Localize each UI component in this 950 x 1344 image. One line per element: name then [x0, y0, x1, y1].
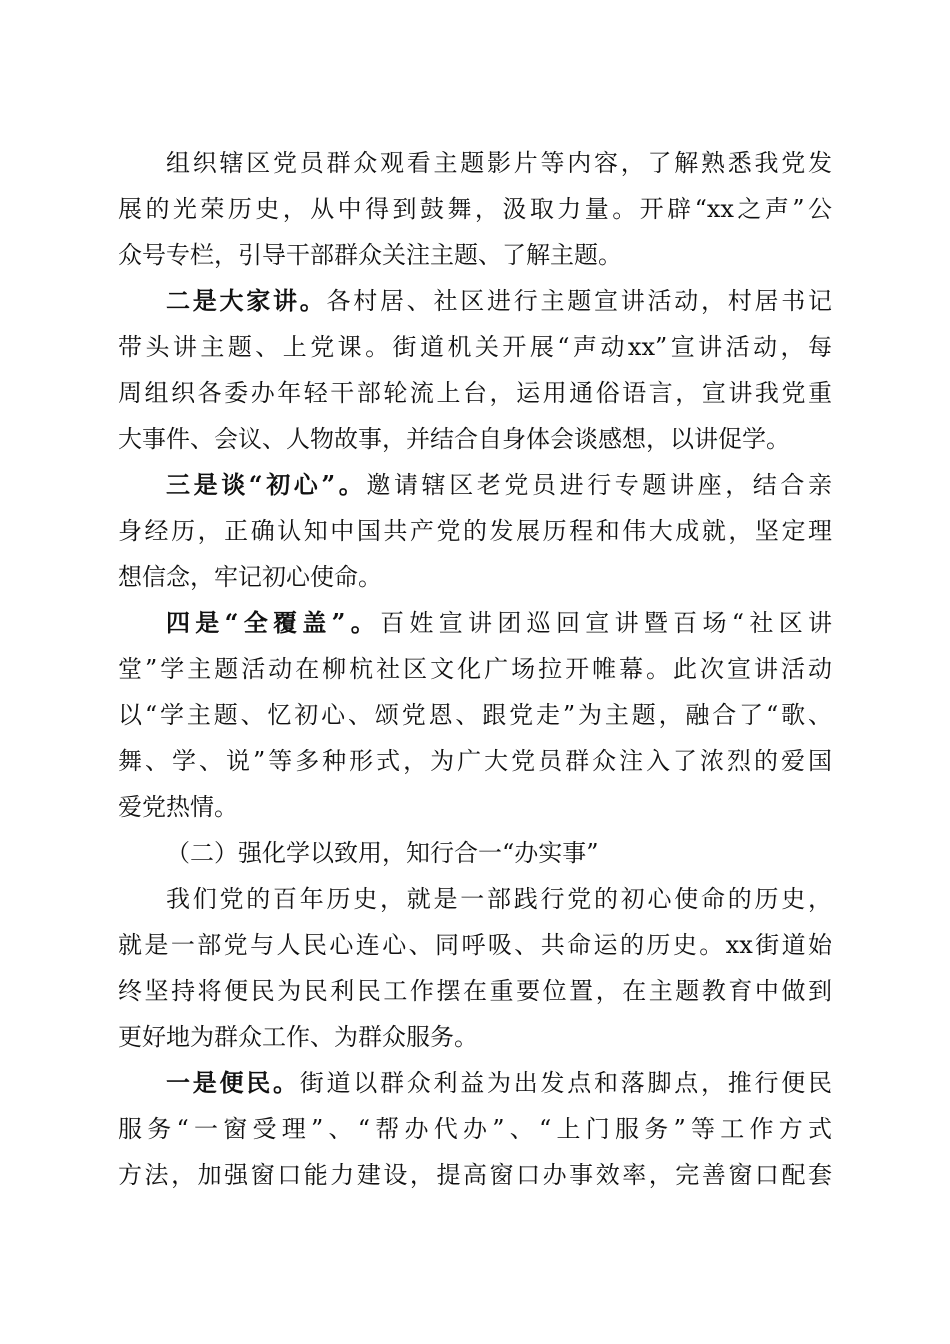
- text-line: 舞、学、说”等多种形式，为广大党员群众注入了浓烈的爱国: [118, 747, 832, 775]
- paragraph-4: [118, 600, 832, 830]
- text-line: [118, 278, 832, 324]
- text-line: 周组织各委办年轻干部轮流上台，运用通俗语言，宣讲我党重: [118, 379, 832, 407]
- document-body: [118, 140, 832, 1198]
- text-line: [118, 600, 832, 646]
- text-line: 展的光荣历史，从中得到鼓舞，汲取力量。开辟“xx之声”公: [118, 195, 832, 223]
- paragraph-2: [118, 278, 832, 462]
- paragraph-3: [118, 462, 832, 600]
- text-line: 带头讲主题、上党课。街道机关开展“声动xx”宣讲活动，每: [118, 333, 832, 361]
- text-line: 大事件、会议、人物故事，并结合自身体会谈感想，以讲促学。: [118, 425, 790, 453]
- text-line: 想信念，牢记初心使命。: [118, 563, 382, 591]
- text-line: [118, 1060, 832, 1106]
- paragraph-5: [118, 876, 832, 1060]
- text-line: [118, 462, 832, 508]
- text-line-rest: 邀请辖区老党员进行专题讲座，结合亲: [366, 471, 832, 499]
- text-line: 终坚持将便民为民利民工作摆在重要位置，在主题教育中做到: [118, 977, 832, 1005]
- text-line: 以“学主题、忆初心、颂党恩、跟党走”为主题，融合了“歌、: [118, 701, 832, 729]
- text-line-rest: 街道以群众利益为出发点和落脚点，推行便民: [299, 1069, 832, 1097]
- paragraph-1: [118, 140, 832, 278]
- paragraph-6: [118, 1060, 832, 1198]
- section-heading-text: （二）强化学以致用，知行合一“办实事”: [166, 839, 599, 867]
- text-line: 爱党热情。: [118, 793, 238, 821]
- text-line: 众号专栏，引导干部群众关注主题、了解主题。: [118, 241, 622, 269]
- text-line: 服务“一窗受理”、“帮办代办”、“上门服务”等工作方式: [118, 1115, 832, 1143]
- text-line-rest: 各村居、社区进行主题宣讲活动，村居书记: [326, 287, 832, 315]
- paragraph-lead: 四是“全覆盖”。: [166, 608, 381, 637]
- text-line: 身经历，正确认知中国共产党的发展历程和伟大成就，坚定理: [118, 517, 832, 545]
- section-heading: [118, 830, 832, 876]
- paragraph-lead: 二是大家讲。: [166, 286, 327, 315]
- paragraph-lead: 一是便民。: [166, 1068, 300, 1097]
- text-line: 方法，加强窗口能力建设，提高窗口办事效率，完善窗口配套: [118, 1161, 832, 1189]
- text-line: 更好地为群众工作、为群众服务。: [118, 1023, 478, 1051]
- text-line: 就是一部党与人民心连心、同呼吸、共命运的历史。xx街道始: [118, 931, 832, 959]
- text-line-rest: 百姓宣讲团巡回宣讲暨百场“社区讲: [380, 609, 832, 637]
- text-line: 我们党的百年历史，就是一部践行党的初心使命的历史，: [166, 885, 832, 913]
- text-line: 堂”学主题活动在柳杭社区文化广场拉开帷幕。此次宣讲活动: [118, 655, 832, 683]
- paragraph-lead: 三是谈“初心”。: [166, 470, 367, 499]
- text-line: 组织辖区党员群众观看主题影片等内容，了解熟悉我党发: [166, 149, 832, 177]
